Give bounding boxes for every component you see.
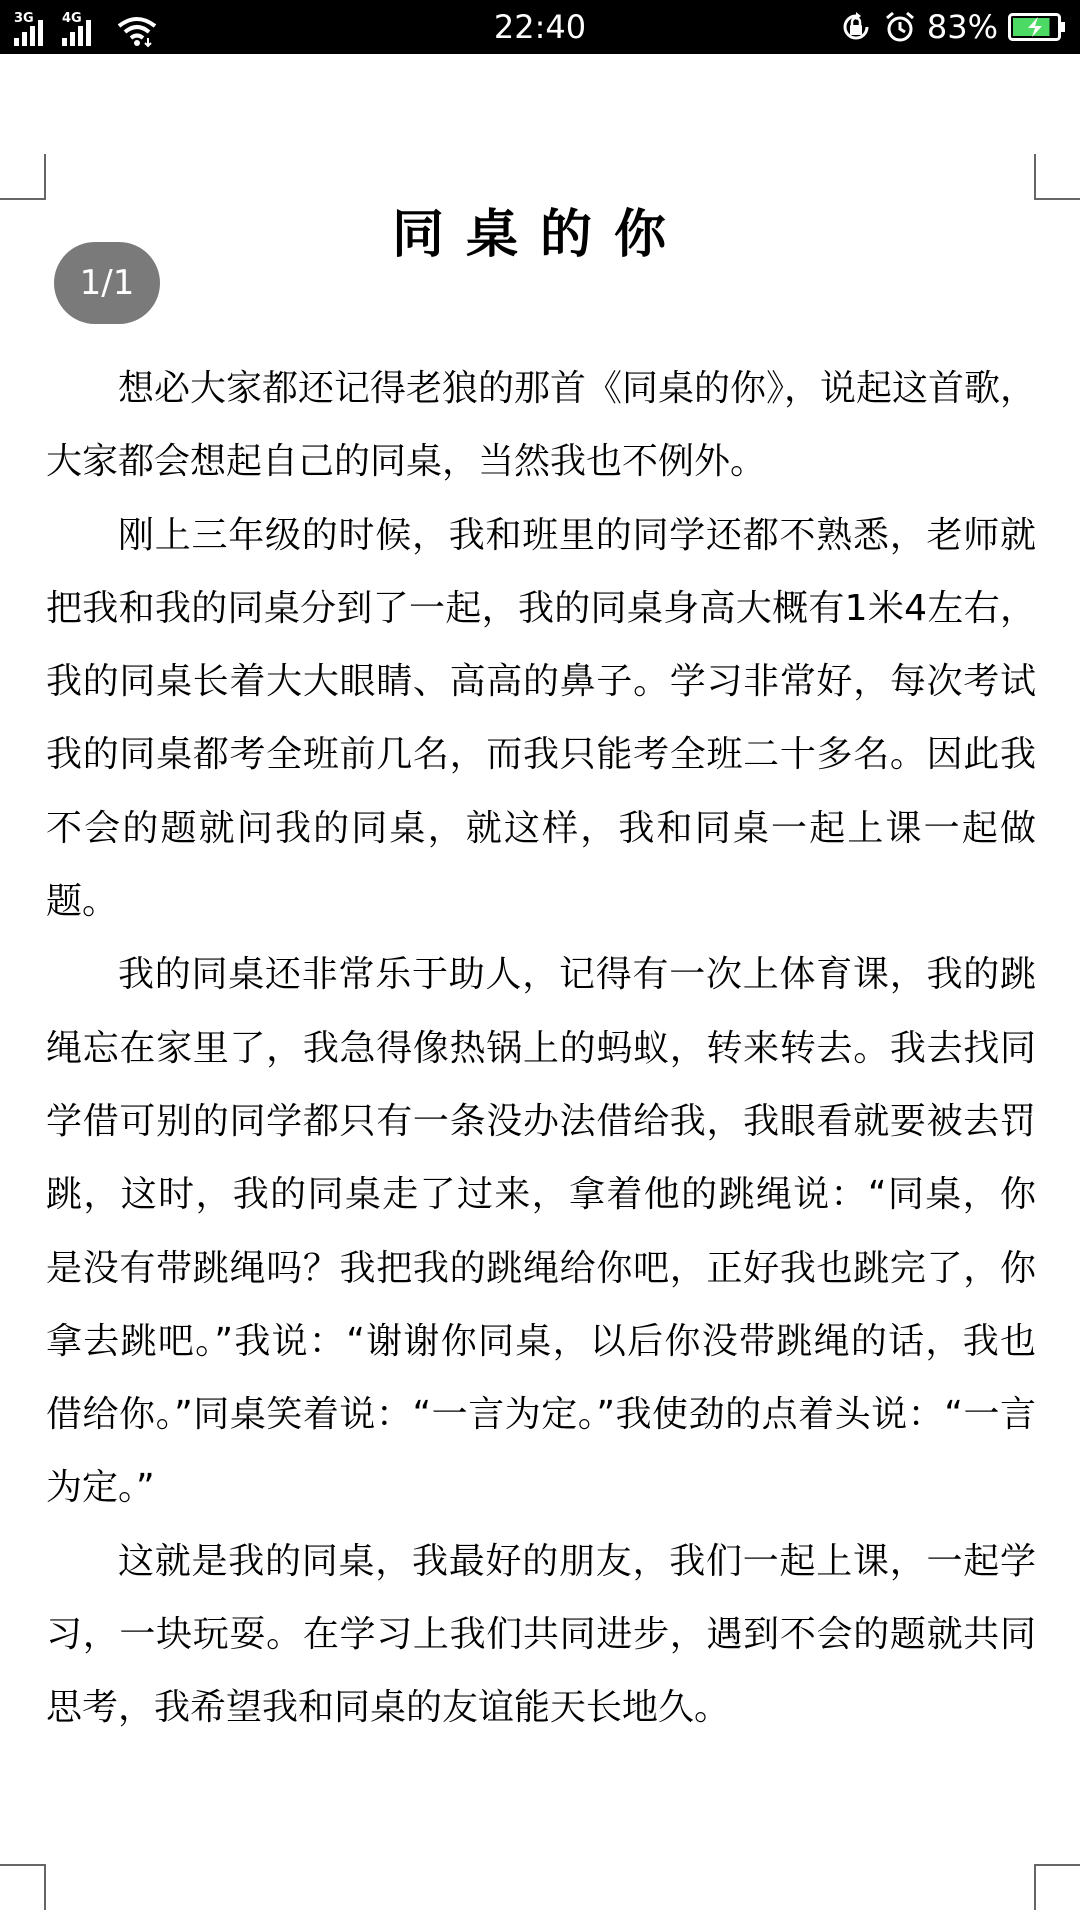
network-type-label: 4G <box>62 11 82 26</box>
page-corner-mark-bottom-right <box>1034 1864 1080 1910</box>
document-body <box>46 352 1036 1745</box>
status-bar <box>0 0 1080 54</box>
page-corner-mark-top-left <box>0 154 46 200</box>
status-time: 22:40 <box>493 8 587 46</box>
alarm-icon <box>883 10 917 44</box>
status-right <box>839 0 1066 54</box>
page-indicator[interactable]: 1/1 <box>54 242 160 324</box>
paragraph: 想必大家都还记得老狼的那首《同桌的你》，说起这首歌，大家都会想起自己的同桌，当然我也不例外。 <box>46 368 1037 483</box>
page-corner-mark-top-right <box>1034 154 1080 200</box>
paragraph: 刚上三年级的时候，我和班里的同学还都不熟悉，老师就把我和我的同桌分到了一起，我的同桌身高大概有1米4左右，我的同桌长着大大眼睛、高高的鼻子。学习非常好，每次考试我的同桌都考全班前几名，而我只能考全班二十多名。因此我不会的题就问我的同桌，就这样，我和同桌一起上课一起做题。 <box>46 514 1036 923</box>
lock-rotation-icon <box>839 10 873 44</box>
paragraph: 我的同桌还非常乐于助人，记得有一次上体育课，我的跳绳忘在家里了，我急得像热锅上的蚂蚁，转来转去。我去找同学借可别的同学都只有一条没办法借给我，我眼看就要被去罚跳，这时，我的同桌走了过来，拿着他的跳绳说：“同桌，你是没有带跳绳吗？我把我的跳绳给你吧，正好我也跳完了，你拿去跳吧。”我说：“谢谢你同桌，以后你没带跳绳的话，我也借给你。”同桌笑着说：“一言为定。”我使劲的点着头说：“一言为定。” <box>46 954 1036 1509</box>
document-title: 同桌的你 <box>391 205 688 265</box>
paragraph: 这就是我的同桌，我最好的朋友，我们一起上课，一起学习，一块玩耍。在学习上我们共同进步，遇到不会的题就共同思考，我希望我和同桌的友谊能天长地久。 <box>46 1540 1036 1729</box>
network-type-label: 3G <box>14 11 34 26</box>
battery-charging-icon <box>1008 13 1066 41</box>
page-corner-mark-bottom-left <box>0 1864 46 1910</box>
battery-percent: 83% <box>926 8 998 46</box>
